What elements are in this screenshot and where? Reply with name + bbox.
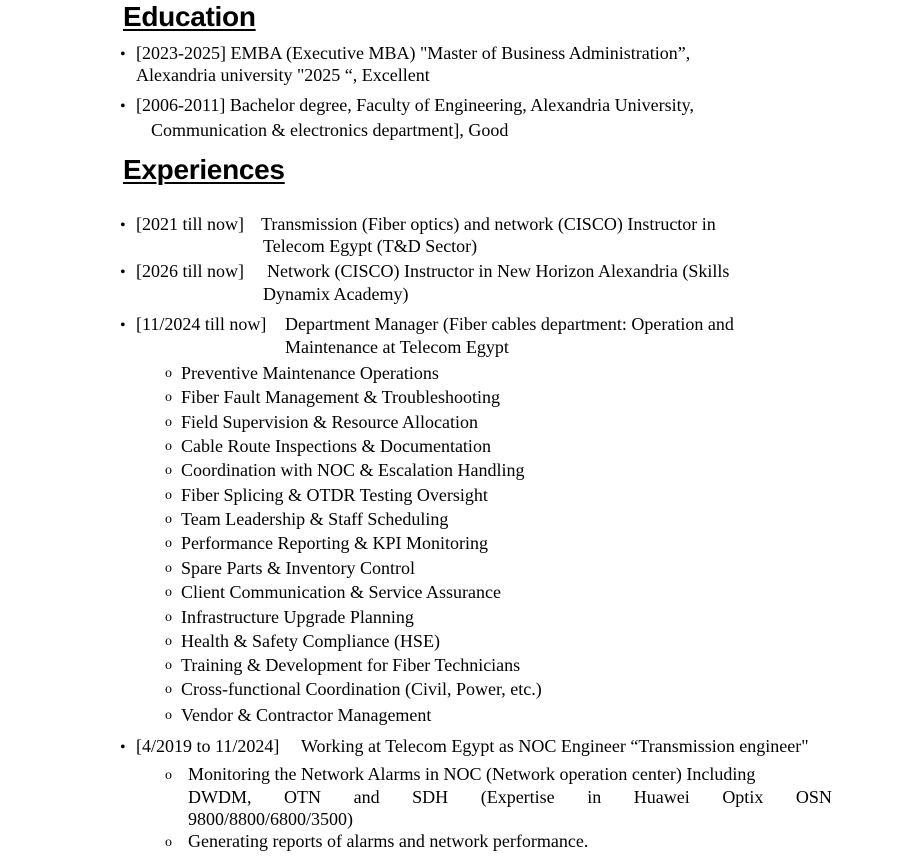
circle-bullet-icon: o xyxy=(165,439,172,454)
duty-word: SDH xyxy=(412,787,449,807)
experience-title: Department Manager (Fiber cables department: Operation and xyxy=(285,314,734,334)
circle-bullet-icon: o xyxy=(165,536,172,551)
duty-item: Team Leadership & Staff Scheduling xyxy=(181,509,449,529)
duty-item: Fiber Fault Management & Troubleshooting xyxy=(181,387,500,407)
circle-bullet-icon: o xyxy=(165,634,172,649)
duty-item: Monitoring the Network Alarms in NOC (Network operation center) Including xyxy=(188,764,756,784)
experience-title: Dynamix Academy) xyxy=(263,284,409,304)
duty-word: (Expertise xyxy=(480,787,555,807)
education-heading: Education xyxy=(123,1,256,32)
duty-item: Field Supervision & Resource Allocation xyxy=(181,412,478,432)
duty-word: OSN xyxy=(795,787,832,807)
duty-word: DWDM, xyxy=(188,787,252,807)
circle-bullet-icon: o xyxy=(165,561,172,576)
circle-bullet-icon: o xyxy=(165,835,172,850)
duty-item: 9800/8800/6800/3500) xyxy=(188,809,353,829)
circle-bullet-icon: o xyxy=(165,610,172,625)
duty-word: Huawei xyxy=(633,787,690,807)
experience-period: [11/2024 till now] xyxy=(136,314,267,334)
education-item-line: Communication & electronics department], Good xyxy=(151,120,509,140)
duty-item: Client Communication & Service Assurance xyxy=(181,582,501,602)
bullet-icon: • xyxy=(120,46,126,63)
circle-bullet-icon: o xyxy=(165,708,172,723)
duty-item-justified-line xyxy=(188,786,832,808)
duty-item: Generating reports of alarms and network performance. xyxy=(188,831,589,851)
experience-period: [2021 till now] xyxy=(136,214,244,234)
duty-word: Optix xyxy=(722,787,764,807)
circle-bullet-icon: o xyxy=(165,366,172,381)
duty-item: Cable Route Inspections & Documentation xyxy=(181,436,491,456)
duty-item: Health & Safety Compliance (HSE) xyxy=(181,631,440,651)
circle-bullet-icon: o xyxy=(165,463,172,478)
circle-bullet-icon: o xyxy=(165,415,172,430)
education-item-line: [2023-2025] EMBA (Executive MBA) "Master of Business Administration”, xyxy=(136,43,691,63)
bullet-icon: • xyxy=(120,98,126,115)
bullet-icon: • xyxy=(120,739,126,756)
bullet-icon: • xyxy=(120,317,126,334)
duty-item: Training & Development for Fiber Technicians xyxy=(181,655,521,675)
duty-item: Preventive Maintenance Operations xyxy=(181,363,439,383)
duty-item: Vendor & Contractor Management xyxy=(181,705,432,725)
duty-word: OTN xyxy=(284,787,322,807)
experience-title: Transmission (Fiber optics) and network (CISCO) Instructor in xyxy=(261,214,716,234)
duty-word: and xyxy=(353,787,380,807)
duty-item: Coordination with NOC & Escalation Handling xyxy=(181,460,525,480)
circle-bullet-icon: o xyxy=(165,512,172,527)
circle-bullet-icon: o xyxy=(165,390,172,405)
circle-bullet-icon: o xyxy=(165,768,172,783)
experiences-heading: Experiences xyxy=(123,154,285,185)
circle-bullet-icon: o xyxy=(165,658,172,673)
duty-item: Infrastructure Upgrade Planning xyxy=(181,607,414,627)
duty-item: Fiber Splicing & OTDR Testing Oversight xyxy=(181,485,488,505)
duty-item: Spare Parts & Inventory Control xyxy=(181,558,415,578)
education-item-line: [2006-2011] Bachelor degree, Faculty of Engineering, Alexandria University, xyxy=(136,95,694,115)
circle-bullet-icon: o xyxy=(165,682,172,697)
experience-title: Working at Telecom Egypt as NOC Engineer “Transmission engineer" xyxy=(301,736,809,756)
experience-period: [4/2019 to 11/2024] xyxy=(136,736,280,756)
bullet-icon: • xyxy=(120,264,126,281)
duty-item: Performance Reporting & KPI Monitoring xyxy=(181,533,488,553)
circle-bullet-icon: o xyxy=(165,488,172,503)
circle-bullet-icon: o xyxy=(165,585,172,600)
education-item-line: Alexandria university "2025 “, Excellent xyxy=(136,65,430,85)
duty-item: Cross-functional Coordination (Civil, Power, etc.) xyxy=(181,679,542,699)
experience-period: [2026 till now] xyxy=(136,261,244,281)
duty-word: in xyxy=(587,787,602,807)
experience-title: Network (CISCO) Instructor in New Horizon Alexandria (Skills xyxy=(267,261,730,281)
bullet-icon: • xyxy=(120,217,126,234)
experience-title: Telecom Egypt (T&D Sector) xyxy=(263,236,478,256)
experience-title: Maintenance at Telecom Egypt xyxy=(285,337,509,357)
